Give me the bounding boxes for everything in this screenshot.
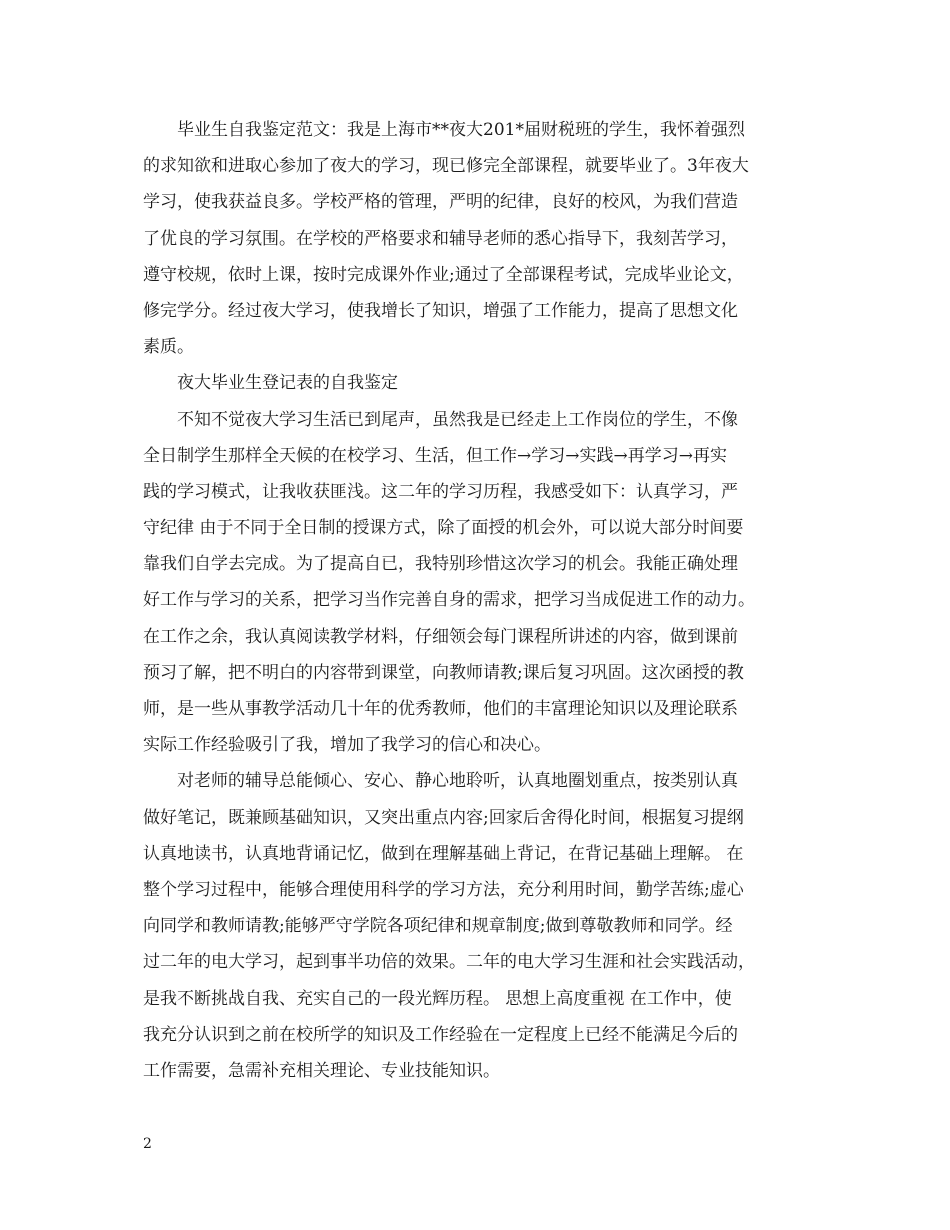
text-line: 认真地读书，认真地背诵记忆，做到在理解基础上背记，在背记基础上理解。 在	[143, 843, 744, 864]
text-line: 素质。	[143, 337, 194, 358]
text-line: 遵守校规，依时上课，按时完成课外作业;通过了全部课程考试，完成毕业论文，	[143, 264, 744, 285]
heading-line: 夜大毕业生登记表的自我鉴定	[177, 373, 398, 394]
text-line: 靠我们自学去完成。为了提高自已，我特别珍惜这次学习的机会。我能正确处理	[143, 554, 738, 575]
paragraph-teacher-guidance	[143, 763, 823, 1089]
text-line: 向同学和教师请教;能够严守学院各项纪律和规章制度;做到尊敬教师和同学。经	[143, 916, 733, 937]
text-line: 了优良的学习氛围。在学校的严格要求和辅导老师的悉心指导下，我刻苦学习，	[143, 228, 738, 249]
text-line: 是我不断挑战自我、充实自己的一段光辉历程。 思想上高度重视 在工作中，使	[143, 988, 732, 1009]
text-line: 守纪律 由于不同于全日制的授课方式，除了面授的机会外，可以说大部分时间要	[143, 518, 744, 539]
text-line: 做好笔记，既兼顾基础知识，又突出重点内容;回家后舍得化时间，根据复习提纲	[143, 807, 744, 828]
text-line: 我充分认识到之前在校所学的知识及工作经验在一定程度上已经不能满足今后的	[143, 1024, 738, 1045]
text-line: 全日制学生那样全天候的在校学习、生活，但工作→学习→实践→再学习→再实	[143, 445, 727, 466]
text-line: 工作需要，急需补充相关理论、专业技能知识。	[143, 1060, 500, 1081]
text-line: 过二年的电大学习，起到事半功倍的效果。二年的电大学习生涯和社会实践活动，	[143, 952, 755, 973]
document-body	[143, 112, 823, 1089]
text-line: 实际工作经验吸引了我，增加了我学习的信心和决心。	[143, 735, 551, 756]
text-line: 不知不觉夜大学习生活已到尾声，虽然我是已经走上工作岗位的学生，不像	[177, 409, 738, 430]
text-line: 的求知欲和进取心参加了夜大的学习，现已修完全部课程，就要毕业了。3年夜大	[143, 156, 749, 177]
text-line: 预习了解，把不明白的内容带到课堂，向教师请教;课后复习巩固。这次函授的教	[143, 662, 744, 683]
paragraph-study-experience	[143, 402, 823, 764]
text-line: 整个学习过程中，能够合理使用科学的学习方法，充分利用时间，勤学苦练;虚心	[143, 879, 744, 900]
paragraph-intro	[143, 112, 823, 365]
text-line: 学习，使我获益良多。学校严格的管理，严明的纪律，良好的校风，为我们营造	[143, 192, 738, 213]
text-line: 践的学习模式，让我收获匪浅。这二年的学习历程，我感受如下：认真学习，严	[143, 481, 738, 502]
text-line: 好工作与学习的关系，把学习当作完善自身的需求，把学习当成促进工作的动力。	[143, 590, 755, 611]
text-line: 在工作之余，我认真阅读教学材料，仔细领会每门课程所讲述的内容，做到课前	[143, 626, 738, 647]
text-line: 师，是一些从事教学活动几十年的优秀教师，他们的丰富理论知识以及理论联系	[143, 699, 738, 719]
section-heading	[143, 365, 823, 401]
text-line: 毕业生自我鉴定范文：我是上海市**夜大201*届财税班的学生，我怀着强烈	[177, 120, 745, 140]
page-number: 2	[143, 1136, 152, 1152]
text-line: 对老师的辅导总能倾心、安心、静心地聆听，认真地圈划重点，按类别认真	[177, 771, 738, 792]
text-line: 修完学分。经过夜大学习，使我增长了知识，增强了工作能力，提高了思想文化	[143, 300, 738, 321]
